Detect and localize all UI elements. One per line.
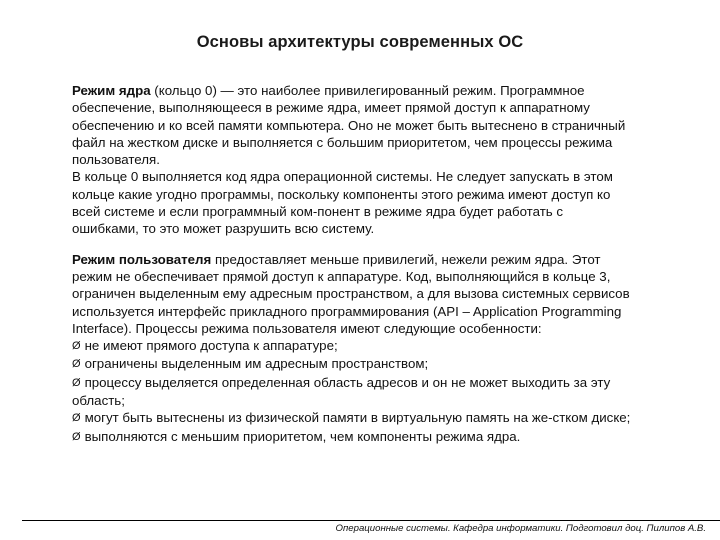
- user-mode-term: Режим пользователя: [72, 251, 212, 267]
- kernel-mode-paragraph: [72, 82, 632, 168]
- arrow-bullet-icon: Ø: [72, 412, 81, 425]
- list-item: [72, 337, 632, 355]
- list-item: [72, 409, 632, 427]
- paragraph-gap: [72, 238, 632, 251]
- kernel-mode-term: Режим ядра: [72, 83, 151, 98]
- list-item-text: не имеют прямого доступа к аппаратуре;: [84, 338, 338, 354]
- list-item-text: ограничены выделенным им адресным пространством;: [84, 356, 429, 372]
- slide-title: Основы архитектуры современных ОС: [196, 33, 524, 51]
- arrow-bullet-icon: Ø: [72, 430, 81, 443]
- arrow-bullet-icon: Ø: [72, 340, 81, 353]
- footer-credit: Операционные системы. Кафедра информатики. Подготовил доц. Пилипов А.В.: [335, 523, 706, 534]
- footer-divider: [22, 520, 720, 521]
- arrow-bullet-icon: Ø: [72, 376, 81, 389]
- feature-list: [72, 337, 632, 446]
- list-item-text: выполняются с меньшим приоритетом, чем компоненты режима ядра.: [84, 428, 521, 444]
- list-item: [72, 355, 632, 373]
- user-mode-text: предоставляет меньше привилегий, нежели режим ядра. Этот режим не обеспечивает прямой доступ к аппаратуре. Код, выполняющийся в кольце 3, ограничен выделенным ему адресным пространством, а для вызова системных сервисов используется интерфейс прикладного программирования (API – Application Programming Interface). Процессы режима пользователя имеют следующие особенности:: [72, 251, 630, 336]
- kernel-mode-text: (кольцо 0) — это наиболее привилегированный режим. Программное обеспечение, выполняющееся в режиме ядра, имеет прямой доступ к аппаратному обеспечению и ко всей памяти компьютера. Оно не может быть вытеснено в страничный файл на жестком диске и выполняется с большим приоритетом, чем процессы режима пользователя.: [72, 83, 626, 168]
- arrow-bullet-icon: Ø: [72, 358, 81, 371]
- list-item-text: процессу выделяется определенная область адресов и он не может выходить за эту область;: [72, 374, 611, 409]
- slide-body: [72, 82, 632, 446]
- list-item: [72, 428, 632, 446]
- ring0-paragraph: В кольце 0 выполняется код ядра операционной системы. Не следует запускать в этом кольце какие угодно программы, поскольку компоненты этого режима имеют доступ ко всей системе и если программный ком-понент в режиме ядра будет работать с ошибками, то это может разрушить всю систему.: [72, 169, 613, 237]
- user-mode-paragraph: [72, 251, 632, 337]
- list-item-text: могут быть вытеснены из физической памяти в виртуальную память на же-стком диске;: [84, 410, 631, 426]
- list-item: [72, 374, 632, 410]
